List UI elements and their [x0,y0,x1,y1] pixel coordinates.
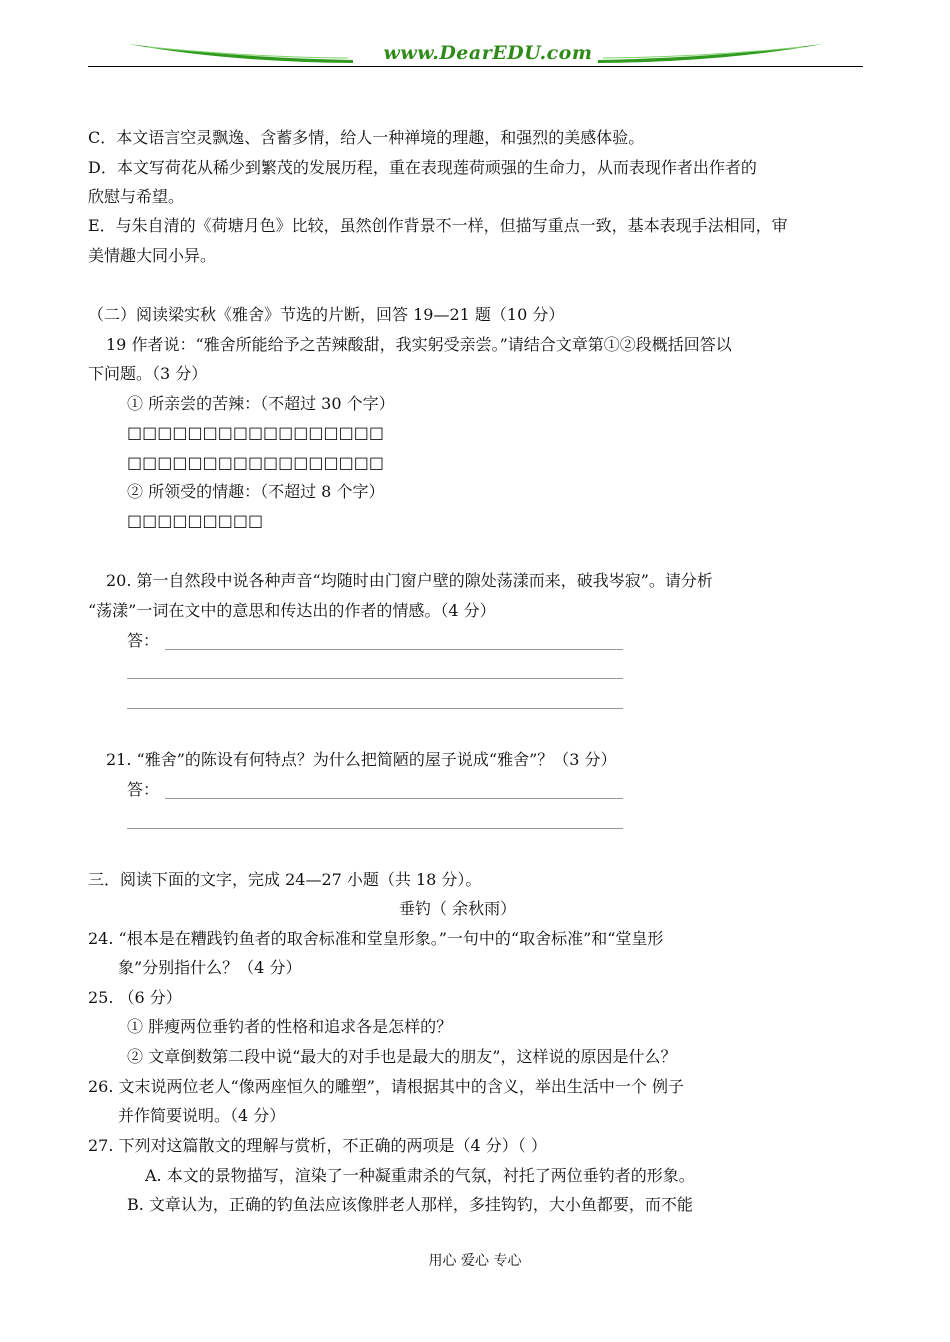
option-d-line2: 欣慰与希望。 [88,187,185,206]
answer-boxes-row3: □□□□□□□□□ [127,511,264,530]
option-e-line1: E．与朱自清的《荷塘月色》比较，虽然创作背景不一样，但描写重点一致，基本表现手法相同，审 [88,216,788,235]
passage-title: 垂钓（ 余秋雨） [399,899,517,918]
question-20-line1: 20. 第一自然段中说各种声音“均随时由门窗户壁的隙处荡漾而来，破我岑寂”。请分析 [106,571,713,590]
question-20-answer-label: 答： [127,631,160,650]
question-26-line2: 并作简要说明。（4 分） [118,1106,286,1125]
header-rule [88,66,863,67]
question-25-part1: ① 胖瘦两位垂钓者的性格和追求各是怎样的？ [127,1017,453,1036]
question-21: 21. “雅舍”的陈设有何特点？为什么把简陋的屋子说成“雅舍”？（3 分） [106,750,617,769]
section-three-heading: 三．阅读下面的文字，完成 24—27 小题（共 18 分）。 [88,870,482,889]
question-27-option-a: A. 本文的景物描写，渲染了一种凝重肃杀的气氛，衬托了两位垂钓者的形象。 [145,1166,695,1185]
page-header [88,38,863,68]
answer-line [165,798,623,799]
option-c: C．本文语言空灵飘逸、含蓄多情，给人一种禅境的理趣，和强烈的美感体验。 [88,128,645,147]
question-19-line1: 19 作者说：“雅舍所能给予之苦辣酸甜，我实躬受亲尝。”请结合文章第①②段概括回答以 [106,335,732,354]
answer-line [165,649,623,650]
site-logo-text: www.DearEDU.com [383,42,593,64]
question-25: 25. （6 分） [88,988,182,1007]
question-27-option-b: B. 文章认为，正确的钓鱼法应该像胖老人那样，多挂钩钓，大小鱼都要，而不能 [127,1195,693,1214]
answer-boxes-row2: □□□□□□□□□□□□□□□□□ [127,453,384,472]
answer-line [127,678,623,679]
question-24-line2: 象”分别指什么？（4 分） [118,958,302,977]
option-e-line2: 美情趣大同小异。 [88,246,217,265]
question-25-part2: ② 文章倒数第二段中说“最大的对手也是最大的朋友”，这样说的原因是什么？ [127,1047,677,1066]
question-27: 27. 下列对这篇散文的理解与赏析，不正确的两项是（4 分）（ ） [88,1136,547,1155]
section-two-heading: （二）阅读梁实秋《雅舍》节选的片断，回答 19—21 题（10 分） [88,305,565,324]
question-24-line1: 24. “根本是在糟践钓鱼者的取舍标准和堂皇形象。”一句中的“取舍标准”和“堂皇形 [88,929,664,948]
page-footer: 用心 爱心 专心 [428,1253,522,1269]
question-21-answer-label: 答： [127,780,160,799]
option-d-line1: D．本文写荷花从稀少到繁茂的发展历程，重在表现莲荷顽强的生命力，从而表现作者出作者的 [88,158,757,177]
answer-boxes-row1: □□□□□□□□□□□□□□□□□ [127,423,384,442]
question-20-line2: “荡漾”一词在文中的意思和传达出的作者的情感。（4 分） [88,601,496,620]
answer-line [127,828,623,829]
answer-line [127,708,623,709]
question-19-part2: ② 所领受的情趣：（不超过 8 个字） [127,482,385,501]
question-26-line1: 26. 文末说两位老人“像两座恒久的雕塑”，请根据其中的含义，举出生活中一个 例子 [88,1077,684,1096]
question-19-line2: 下问题。（3 分） [88,364,208,383]
question-19-part1: ① 所亲尝的苦辣：（不超过 30 个字） [127,394,395,413]
